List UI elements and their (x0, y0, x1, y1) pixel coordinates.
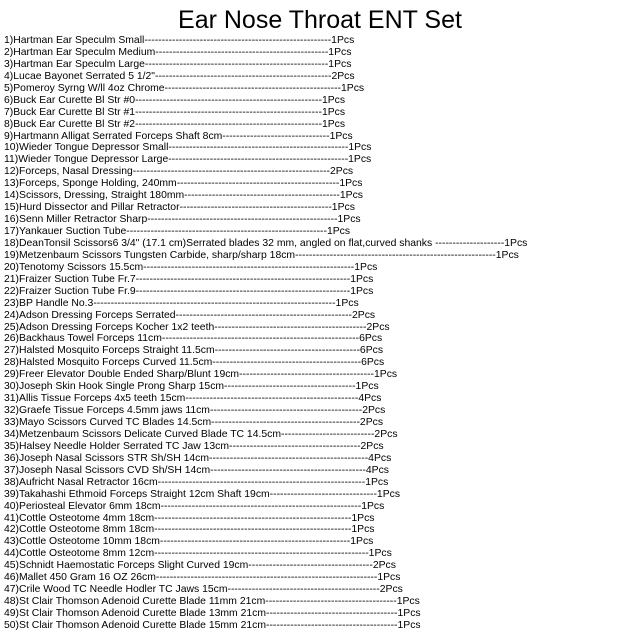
list-item: 47)Crile Wood TC Needle Hodler TC Jaws 15cm--------------------------------------------2Pcs (4, 584, 403, 596)
list-item: 43)Cottle Osteotome 10mm 18cm-------------------------------------------------------1Pcs (4, 536, 374, 548)
list-item: 32)Graefe Tissue Forceps 4.5mm jaws 11cm--------------------------------------------2Pcs (4, 405, 386, 417)
list-item: 16)Senn Miller Retractor Sharp-------------------------------------------------------1Pcs (4, 214, 361, 226)
list-item: 42)Cottle Osteotome 8mm 18cm---------------------------------------------------------1Pcs (4, 524, 375, 536)
item-list (4, 35, 640, 632)
list-item: 41)Cottle Osteotome 4mm 18cm---------------------------------------------------------1Pcs (4, 512, 375, 524)
page-title: Ear Nose Throat ENT Set (178, 6, 462, 34)
list-item: 4)Lucae Bayonet Serrated 5 1/2"---------------------------------------------------2Pcs (4, 70, 355, 82)
list-item: 14)Scissors, Dressing, Straight 180mm---------------------------------------------1Pcs (4, 190, 363, 202)
list-item: 39)Takahashi Ethmoid Forceps Straight 12cm Shaft 19cm-------------------------------1Pcs (4, 488, 401, 500)
list-item: 21)Fraizer Suction Tube Fr.7--------------------------------------------------------------1Pcs (4, 273, 374, 285)
list-item: 22)Fraizer Suction Tube Fr.9--------------------------------------------------------------1Pcs (4, 285, 374, 297)
list-item: 31)Allis Tissue Forceps 4x5 teeth 15cm--------------------------------------------------4Pcs (4, 393, 382, 405)
list-item: 13)Forceps, Sponge Holding, 240mm-----------------------------------------------1Pcs (4, 178, 363, 190)
list-item: 35)Halsey Needle Holder Serrated TC Jaw 13cm--------------------------------------2Pcs (4, 440, 384, 452)
list-item: 25)Adson Dressing Forceps Kocher 1x2 teeth--------------------------------------------2Pcs (4, 321, 390, 333)
list-item: 48)St Clair Thomson Adenoid Curette Blade 11mm 21cm--------------------------------------1Pcs (4, 596, 420, 608)
list-item: 6)Buck Ear Curette Bl Str #0------------------------------------------------------1Pcs (4, 94, 346, 106)
list-item: 9)Hartmann Alligat Serrated Forceps Shaft 8cm-------------------------------1Pcs (4, 130, 353, 142)
list-item: 24)Adson Dressing Forceps Serrated---------------------------------------------------2Pcs (4, 309, 376, 321)
list-item: 10)Wieder Tongue Depressor Small----------------------------------------------------1Pcs (4, 142, 372, 154)
list-item: 28)Halsted Mosquito Forceps Curved 11.5cm-------------------------------------------6Pcs (4, 357, 385, 369)
list-item: 23)BP Handle No.3----------------------------------------------------------------------1Pcs (4, 297, 359, 309)
list-item: 7)Buck Ear Curette Bl Str #1------------------------------------------------------1Pcs (4, 106, 346, 118)
list-item: 2)Hartman Ear Speculm Medium--------------------------------------------------1Pcs (4, 46, 352, 58)
list-item: 5)Pomeroy Syrng W/ll 4oz Chrome---------------------------------------------------1Pcs (4, 82, 365, 94)
list-item: 37)Joseph Nasal Scissors CVD Sh/SH 14cm---------------------------------------------4Pcs (4, 464, 389, 476)
list-item: 45)Schnidt Haemostatic Forceps Slight Curved 19cm------------------------------------2Pcs (4, 560, 396, 572)
list-item: 40)Periosteal Elevator 6mm 18cm----------------------------------------------------------1Pcs (4, 500, 385, 512)
list-item: 46)Mallet 450 Gram 16 OZ 26cm----------------------------------------------------------------1Pcs (4, 572, 401, 584)
list-item: 50)St Clair Thomson Adenoid Curette Blade 15mm 21cm--------------------------------------1Pcs (4, 619, 421, 631)
list-item: 27)Halsted Mosquito Forceps Straight 11.5cm------------------------------------------6Pcs (4, 345, 384, 357)
list-item: 8)Buck Ear Curette Bl Str #2------------------------------------------------------1Pcs (4, 118, 346, 130)
list-item: 15)Hurd Dissector and Pillar Retractor--------------------------------------------1Pcs (4, 202, 355, 214)
list-item: 34)Metzenbaum Scissors Delicate Curved Blade TC 14.5cm---------------------------2Pcs (4, 428, 398, 440)
list-item: 26)Backhaus Towel Forceps 11cm---------------------------------------------------------6Pcs (4, 333, 383, 345)
list-item: 38)Aufricht Nasal Retractor 16cm------------------------------------------------------------1Pcs (4, 476, 389, 488)
list-item: 3)Hartman Ear Speculm Large-----------------------------------------------------1Pcs (4, 58, 352, 70)
list-item: 1)Hartman Ear Speculm Small------------------------------------------------------1Pcs (4, 35, 355, 46)
list-item: 17)Yankauer Suction Tube----------------------------------------------------------1Pcs (4, 226, 351, 237)
list-item: 49)St Clair Thomson Adenoid Curette Blade 13mm 21cm--------------------------------------1Pcs (4, 608, 421, 619)
list-item: 29)Freer Elevator Double Ended Sharp/Blunt 19cm---------------------------------------1Pcs (4, 369, 398, 381)
list-item: 19)Metzenbaum Scissors Tungsten Carbide, sharp/sharp 18cm----------------------------------------------------------1Pcs (4, 249, 519, 261)
list-item: 18)DeanTonsil Scissors6 3/4" (17.1 cm)Serrated blades 32 mm, angled on flat,curved shanks --------------------1Pcs (4, 237, 528, 249)
list-item: 12)Forceps, Nasal Dressing---------------------------------------------------------2Pcs (4, 166, 354, 178)
list-item: 36)Joseph Nasal Scissors STR Sh/SH 14cm----------------------------------------------4Pcs (4, 452, 392, 464)
list-item: 44)Cottle Osteotome 8mm 12cm--------------------------------------------------------------1Pcs (4, 548, 392, 560)
list-item: 20)Tenotomy Scissors 15.5cm-------------------------------------------------------------1Pcs (4, 261, 378, 273)
list-item: 11)Wieder Tongue Depressor Large----------------------------------------------------1Pcs (4, 154, 372, 166)
list-item: 33)Mayo Scissors Curved TC Blades 14.5cm-------------------------------------------2Pcs (4, 417, 384, 428)
list-item: 30)Joseph Skin Hook Single Prong Sharp 15cm--------------------------------------1Pcs (4, 381, 379, 393)
